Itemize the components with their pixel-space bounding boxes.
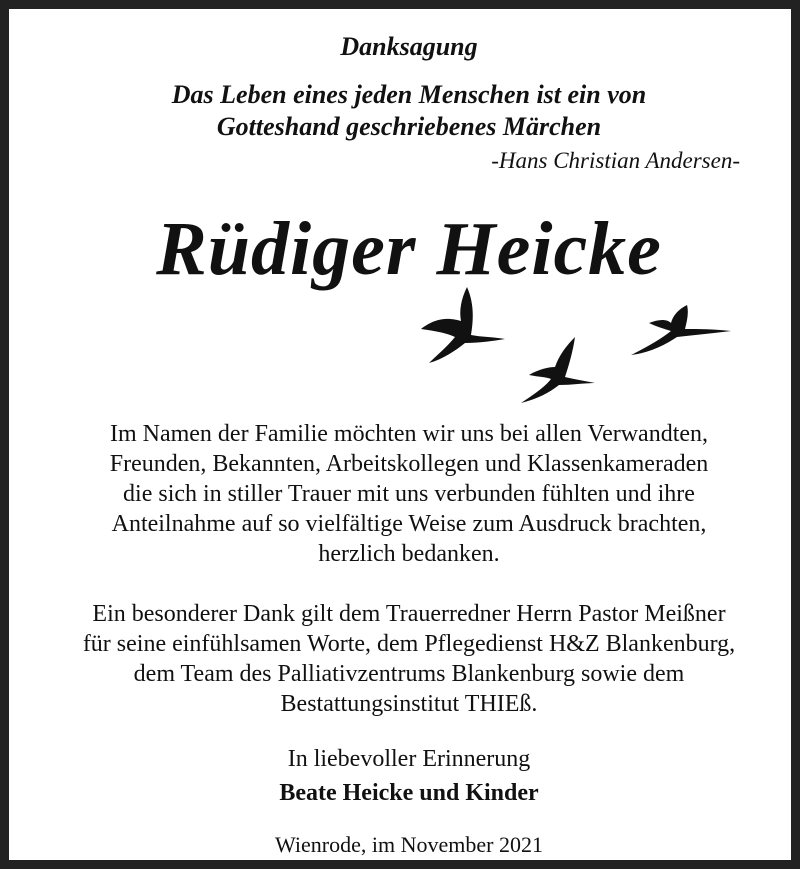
closing-text: In liebevoller Erinnerung xyxy=(287,746,531,772)
paragraph-line: herzlich bedanken. xyxy=(318,541,500,567)
heading: Danksagung xyxy=(340,32,478,61)
bird-icon xyxy=(421,287,505,363)
bird-icon xyxy=(631,305,731,355)
flying-birds-icon xyxy=(409,279,739,414)
quote xyxy=(18,79,800,143)
place-date: Wienrode, im November 2021 xyxy=(275,832,543,857)
special-thanks-paragraph xyxy=(18,599,800,719)
quote-author: -Hans Christian Andersen- xyxy=(491,148,740,173)
deceased-name: Rüdiger Heicke xyxy=(156,207,662,291)
paragraph-line: Im Namen der Familie möchten wir uns bei allen Verwandten, xyxy=(109,421,709,447)
thanks-paragraph xyxy=(18,419,800,569)
paragraph-line: dem Team des Palliativzentrums Blankenburg sowie dem xyxy=(133,661,685,687)
paragraph-line: Ein besonderer Dank gilt dem Trauerredner Herrn Pastor Meißner xyxy=(92,601,726,627)
paragraph-line: die sich in stiller Trauer mit uns verbunden fühlten und ihre xyxy=(123,481,695,507)
paragraph-line: für seine einfühlsamen Worte, dem Pflegedienst H&Z Blankenburg, xyxy=(82,631,736,657)
paragraph-line: Freunden, Bekannten, Arbeitskollegen und Klassenkameraden xyxy=(109,451,709,477)
signers: Beate Heicke und Kinder xyxy=(279,780,539,806)
quote-line: Gotteshand geschriebenes Märchen xyxy=(216,112,602,141)
bird-icon xyxy=(521,337,595,403)
paragraph-line: Anteilnahme auf so vielfältige Weise zum Ausdruck brachten, xyxy=(111,511,707,537)
quote-line: Das Leben eines jeden Menschen ist ein von xyxy=(171,80,647,109)
paragraph-line: Bestattungsinstitut THIEß. xyxy=(280,691,538,717)
